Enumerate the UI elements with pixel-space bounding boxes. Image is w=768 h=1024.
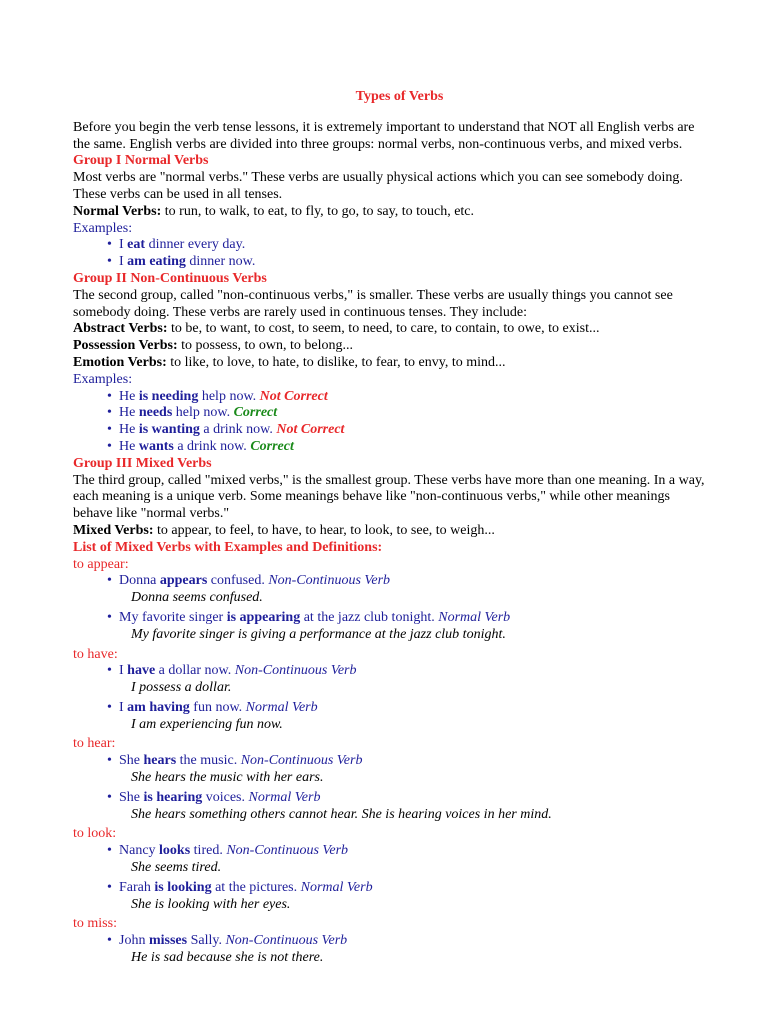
verb-label: to hear: xyxy=(73,736,116,752)
example-text: a drink now. xyxy=(199,422,277,438)
example-text: at the jazz club tonight. xyxy=(300,609,439,625)
verdict-correct: Correct xyxy=(233,405,278,421)
mixed-verbs-line xyxy=(73,523,708,540)
definition: Donna seems confused. xyxy=(131,590,263,606)
example-text: at the pictures. xyxy=(211,879,301,895)
verdict-not-correct: Not Correct xyxy=(259,388,328,404)
example-verb: misses xyxy=(148,933,188,949)
verb-examples xyxy=(73,843,708,913)
verdict-correct: Correct xyxy=(250,438,294,454)
example-text: tired. xyxy=(190,843,227,859)
possession-verbs-line xyxy=(73,338,708,355)
example-text: voices. xyxy=(202,789,249,805)
list-item xyxy=(107,933,708,967)
example-text: a drink now. xyxy=(173,438,251,454)
normal-verbs-label: Normal Verbs: xyxy=(73,203,162,219)
verb-type: Non-Continuous Verb xyxy=(226,843,349,859)
definition: My favorite singer is giving a performance at the jazz club tonight. xyxy=(131,626,506,642)
normal-verbs-text: to run, to walk, to eat, to fly, to go, to say, to touch, etc. xyxy=(161,203,475,219)
list-item xyxy=(107,439,708,456)
group3-heading: Group III Mixed Verbs xyxy=(73,455,212,471)
example-verb: appears xyxy=(159,573,208,589)
example-text: Nancy xyxy=(119,843,160,859)
example-text: the music. xyxy=(176,753,241,769)
mixed-verbs-label: Mixed Verbs: xyxy=(73,522,154,538)
verb-type: Non-Continuous Verb xyxy=(234,663,357,679)
example-text: help now. xyxy=(172,405,234,421)
verb-examples xyxy=(73,933,708,967)
list-item xyxy=(107,843,708,877)
example-verb: is looking xyxy=(154,879,212,895)
list-item xyxy=(107,389,708,406)
emotion-verbs-text: to like, to love, to hate, to dislike, to fear, to envy, to mind... xyxy=(166,354,506,370)
group1-text: Most verbs are "normal verbs." These verbs are usually physical actions which you can see somebody doing. These verbs can be used in all tenses. xyxy=(73,170,683,202)
list-item xyxy=(107,573,708,607)
verdict-not-correct: Not Correct xyxy=(276,422,345,438)
example-text: My favorite singer xyxy=(119,609,227,625)
example-text: Sally. xyxy=(187,933,226,949)
verb-type: Non-Continuous Verb xyxy=(268,573,391,589)
definition: She hears the music with her ears. xyxy=(131,770,324,786)
example-text: fun now. xyxy=(189,699,246,715)
example-text: dinner now. xyxy=(185,254,256,270)
example-text: I xyxy=(119,237,128,253)
verb-label: to miss: xyxy=(73,916,117,932)
example-text: confused. xyxy=(207,573,269,589)
group2-text: The second group, called "non-continuous verbs," is smaller. These verbs are usually things you cannot see somebody doing. These verbs are rarely used in continuous tenses. They include: xyxy=(73,287,673,320)
example-verb: is appearing xyxy=(226,609,301,625)
definition: She seems tired. xyxy=(131,860,222,876)
verb-type: Normal Verb xyxy=(245,699,318,715)
list-item xyxy=(107,237,708,254)
page-title: Types of Verbs xyxy=(355,89,444,104)
example-verb: is needing xyxy=(138,388,199,404)
mixed-list-heading: List of Mixed Verbs with Examples and Definitions: xyxy=(73,539,383,555)
example-text: He xyxy=(119,388,139,404)
mixed-verbs-text: to appear, to feel, to have, to hear, to look, to see, to weigh... xyxy=(153,522,495,538)
group1-examples-label: Examples: xyxy=(73,220,133,236)
list-item xyxy=(107,610,708,644)
verb-examples xyxy=(73,663,708,733)
example-verb: am eating xyxy=(127,254,186,270)
list-item xyxy=(107,753,708,787)
example-text: He xyxy=(119,422,139,438)
possession-verbs-text: to possess, to own, to belong... xyxy=(177,338,354,354)
example-text: help now. xyxy=(198,388,260,404)
verb-label: to have: xyxy=(73,646,118,662)
example-text: She xyxy=(119,753,144,769)
verb-type: Non-Continuous Verb xyxy=(240,753,363,769)
group3-text: The third group, called "mixed verbs," is the smallest group. These verbs have more than one meaning. In a way, each meaning is a unique verb. Some meanings behave like "non-continuous verbs," while other meanings behave like "normal verbs." xyxy=(73,472,705,522)
list-item xyxy=(107,254,708,271)
verb-examples xyxy=(73,573,708,643)
group1-heading: Group I Normal Verbs xyxy=(73,153,209,169)
example-verb: needs xyxy=(138,405,173,421)
example-text: He xyxy=(119,405,139,421)
example-text: I xyxy=(119,254,128,270)
normal-verbs-line xyxy=(73,204,708,221)
example-text: I xyxy=(119,663,128,679)
list-item xyxy=(107,790,708,824)
intro-paragraph: Before you begin the verb tense lessons, it is extremely important to understand that NOT all English verbs are the same. English verbs are divided into three groups: normal verbs, non-continuous verbs, and mixed verbs. xyxy=(73,119,695,152)
possession-verbs-label: Possession Verbs: xyxy=(73,338,178,354)
example-text: He xyxy=(119,438,139,454)
example-verb: looks xyxy=(159,843,191,859)
verb-type: Normal Verb xyxy=(248,789,321,805)
abstract-verbs-label: Abstract Verbs: xyxy=(73,321,168,337)
verb-type: Normal Verb xyxy=(300,879,373,895)
list-item xyxy=(107,663,708,697)
definition: She is looking with her eyes. xyxy=(131,896,291,912)
example-verb: is hearing xyxy=(143,789,203,805)
list-item xyxy=(107,405,708,422)
verb-type: Normal Verb xyxy=(438,609,511,625)
example-verb: am having xyxy=(127,699,190,715)
abstract-verbs-line xyxy=(73,321,708,338)
verb-label: to appear: xyxy=(73,556,129,572)
definition: He is sad because she is not there. xyxy=(131,950,324,966)
definition: She hears something others cannot hear. She is hearing voices in her mind. xyxy=(131,806,552,822)
example-text: a dollar now. xyxy=(155,663,235,679)
verb-examples xyxy=(73,753,708,823)
group2-examples-label: Examples: xyxy=(73,371,133,387)
verb-type: Non-Continuous Verb xyxy=(225,933,348,949)
example-text: Farah xyxy=(119,879,155,895)
list-item xyxy=(107,422,708,439)
emotion-verbs-line xyxy=(73,355,708,372)
example-verb: is wanting xyxy=(138,422,200,438)
emotion-verbs-label: Emotion Verbs: xyxy=(73,354,167,370)
example-text: dinner every day. xyxy=(145,237,246,253)
example-verb: eat xyxy=(127,237,146,253)
group2-heading: Group II Non-Continuous Verbs xyxy=(73,270,267,286)
example-text: Donna xyxy=(119,573,160,589)
example-verb: wants xyxy=(138,438,174,454)
example-text: I xyxy=(119,699,128,715)
mixed-verbs-list xyxy=(73,557,708,967)
group2-examples-list xyxy=(73,389,708,456)
definition: I am experiencing fun now. xyxy=(131,716,283,732)
example-verb: hears xyxy=(143,753,177,769)
list-item xyxy=(107,880,708,914)
definition: I possess a dollar. xyxy=(131,680,232,696)
example-text: John xyxy=(119,933,149,949)
group1-examples-list xyxy=(73,237,708,271)
list-item xyxy=(107,700,708,734)
example-verb: have xyxy=(127,663,156,679)
abstract-verbs-text: to be, to want, to cost, to seem, to need, to care, to contain, to owe, to exist... xyxy=(167,321,600,337)
verb-label: to look: xyxy=(73,826,117,842)
example-text: She xyxy=(119,789,144,805)
